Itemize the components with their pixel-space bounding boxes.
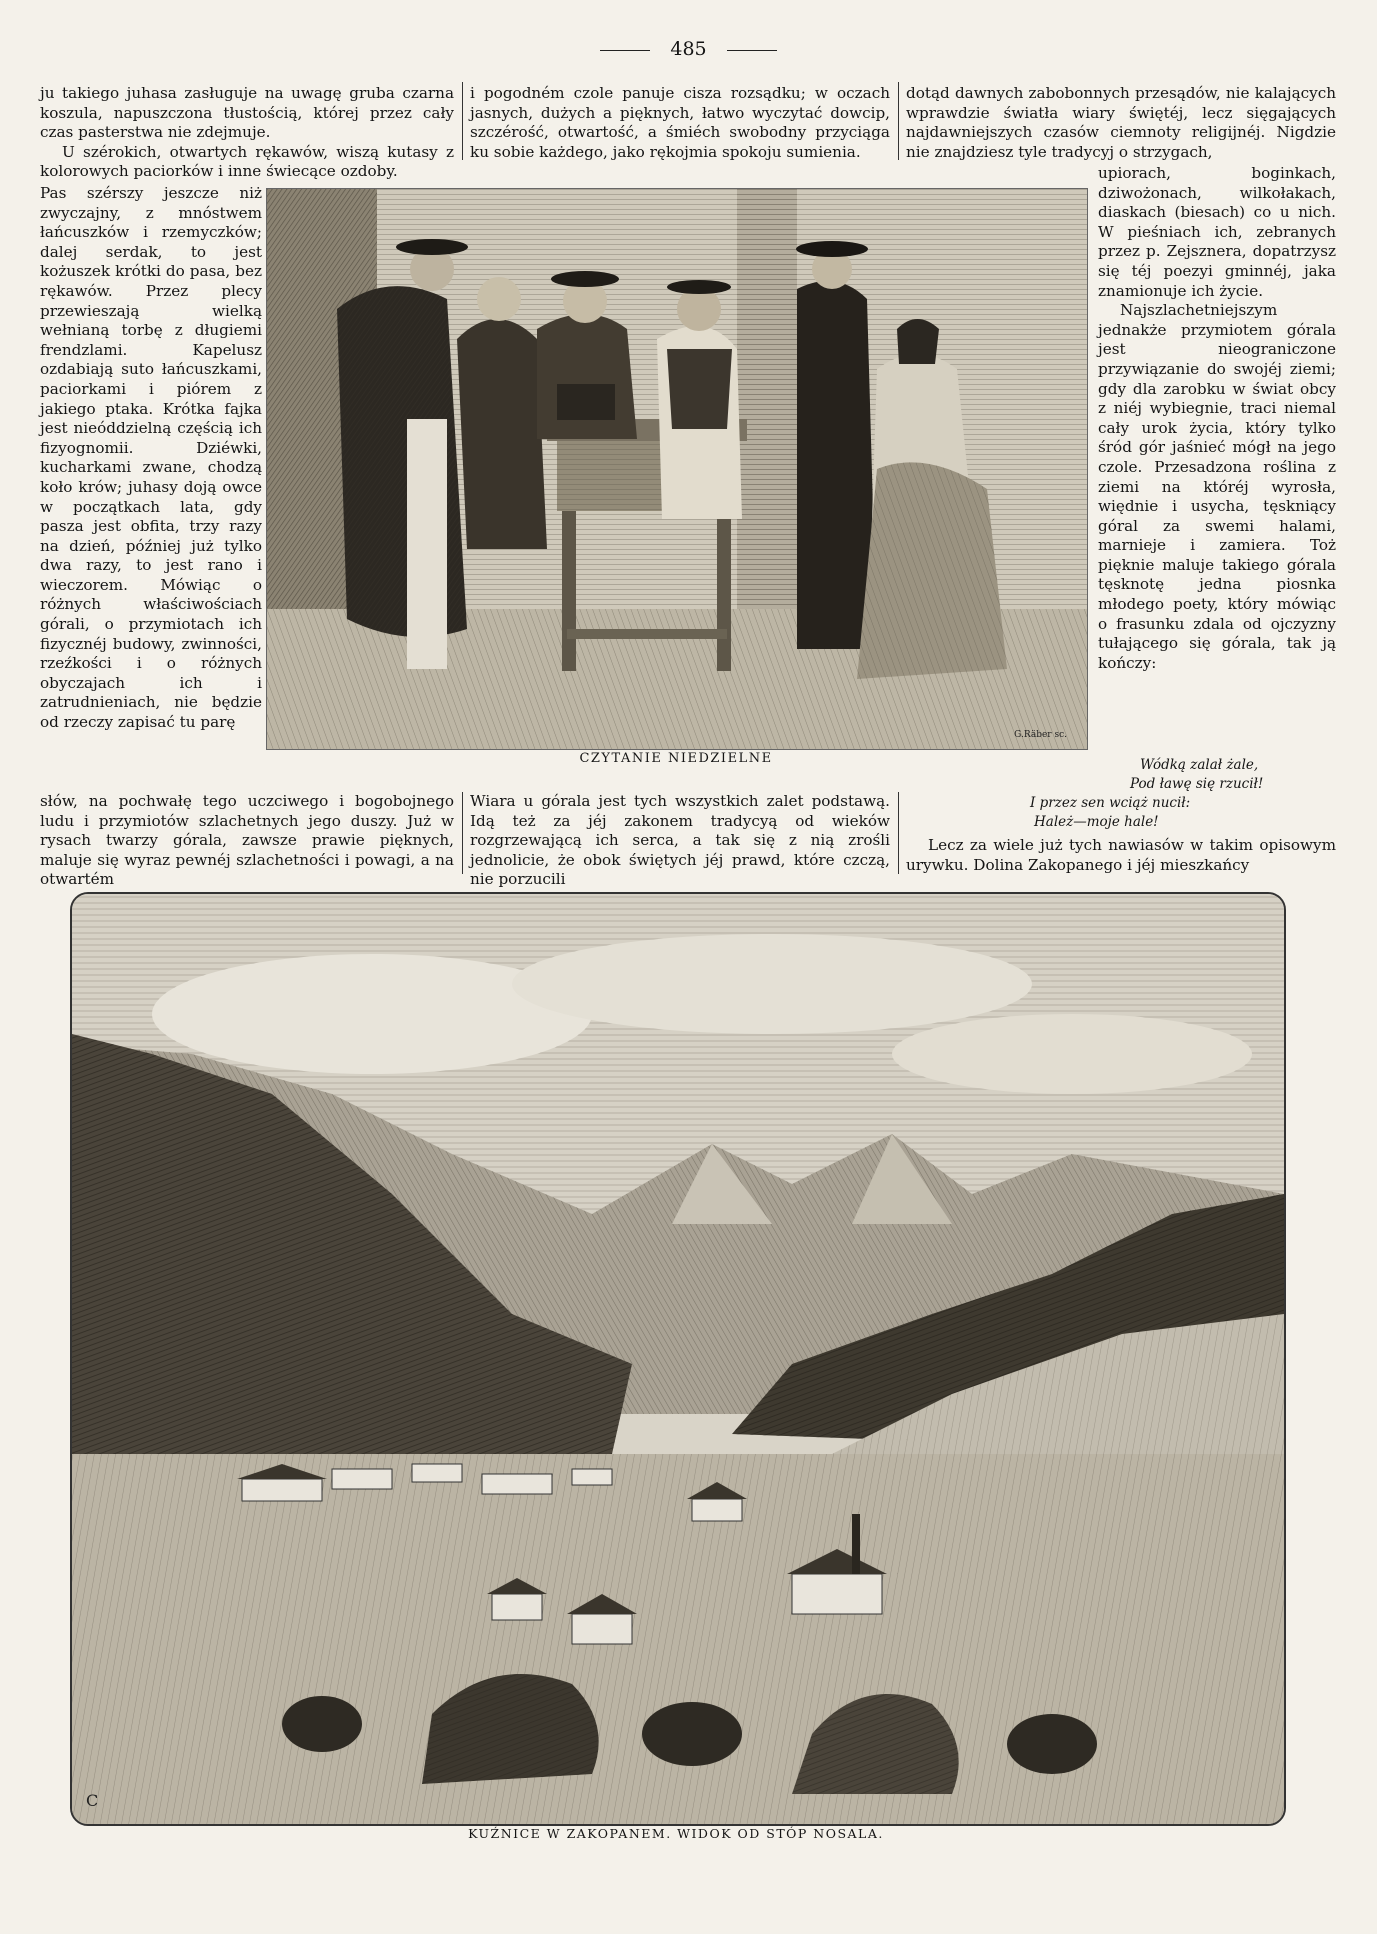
paragraph: dotąd dawnych zabobonnych przesądów, nie kalających wprawdzie światła wiary świętéj, lecz sięgających najdawniejszych czasów ciemnoty religijnéj. Nigdzie nie znajdziesz tyle tradycyj o strzygach, bbox=[906, 84, 1336, 161]
engraver-monogram: C bbox=[86, 1791, 99, 1810]
column-middle-bottom bbox=[470, 792, 890, 890]
paragraph: U szérokich, otwartych rękawów, wiszą kutasy z kolorowych paciorków i inne świecące ozdoby. bbox=[40, 142, 454, 181]
caption-sunday-reading: CZYTANIE NIEDZIELNE bbox=[579, 751, 773, 766]
paragraph: Wiara u górala jest tych wszystkich zalet podstawą. Idą też za jéj zakonem tradycyą od wieków rozgrzewającą ich serca, a tak się z nią zrośli jednolicie, że obok świętych jéj prawd, które czczą, nie porzucili bbox=[470, 792, 890, 889]
column-left-narrow bbox=[40, 184, 262, 733]
engraving-graphic bbox=[267, 189, 1087, 749]
column-middle-top bbox=[470, 84, 890, 162]
column-left-bottom bbox=[40, 792, 454, 890]
paragraph: ju takiego juhasa zasługuje na uwagę gruba czarna koszula, napuszczona tłustością, której przez cały czas pasterstwa nie zdejmuje. bbox=[40, 84, 454, 142]
page-header bbox=[0, 38, 1377, 60]
poem bbox=[1030, 756, 1330, 832]
engraver-signature: G.Räber sc. bbox=[1014, 730, 1067, 740]
column-right-narrow bbox=[1098, 164, 1336, 673]
caption-kuznice: KUŹNICE W ZAKOPANEM. WIDOK OD STÓP NOSALA. bbox=[468, 1826, 884, 1841]
header-rule-right bbox=[727, 50, 777, 51]
paragraph: Najszlachetniejszym jednakże przymiotem górala jest nieograniczone przywiązanie do swojéj ziemi; gdy dla zarobku w świat obcy z niéj wybiegnie, traci niemal cały urok życia, który tylko śród gór jaśnieć mógł na jego czole. Przesadzona roślina z ziemi na któréj wyrosła, więdnie i usycha, tęskniący góral za swemi halami, marnieje i zamiera. Toż pięknie maluje takiego górala tęsknotę jedna piosnka młodego poety, który mówiąc o frasunku zdala od ojczyzny tułającego się górala, tak ją kończy: bbox=[1098, 301, 1336, 672]
paragraph: słów, na pochwałę tego uczciwego i bogobojnego ludu i przymiotów szlachetnych jego duszy. Już w rysach twarzy górala, zawsze prawie pięknych, maluje się wyraz pewnéj szlachetności i powagi, a na otwartém bbox=[40, 792, 454, 889]
poem-line: Wódką zalał żale, bbox=[1140, 757, 1259, 773]
paragraph: i pogodném czole panuje cisza rozsądku; w oczach jasnych, dużych a pięknych, łatwo wyczytać dowcip, szczérość, otwartość, a śmiéch swobodny przyciąga ku sobie każdego, jako rękojmia spokoju sumienia. bbox=[470, 84, 890, 161]
paragraph: Lecz za wiele już tych nawiasów w takim opisowym urywku. Dolina Zakopanego i jéj mieszkańcy bbox=[906, 836, 1336, 874]
column-rule bbox=[898, 792, 899, 874]
column-left-top bbox=[40, 84, 454, 182]
paragraph: upiorach, boginkach, dziwożonach, wilkołakach, diaskach (biesach) co u nich. W pieśniach ich, zebranych przez p. Zejsznera, dopatrzysz się téj poezyi gminnéj, jaka znamionuje ich życie. bbox=[1098, 164, 1336, 300]
column-rule bbox=[462, 82, 463, 160]
column-right-bottom bbox=[906, 836, 1336, 875]
column-right-top bbox=[906, 84, 1336, 162]
paragraph: Pas szérszy jeszcze niż zwyczajny, z mnóstwem łańcuszków i rzemyczków; dalej serdak, to jest kożuszek krótki do pasa, bez rękawów. Przez plecy przewieszają wielką wełnianą torbę z długiemi frendzlami. Kapelusz ozdabiają suto łańcuszkami, paciorkami i piórem z jakiego ptaka. Krótka fajka jest nieóddzielną częścią ich fizyognomii. Dziéwki, kucharkami zwane, chodzą koło krów; juhasy doją owce w początkach lata, gdy pasza jest obfita, trzy razy na dzień, później już tylko dwa razy, to jest rano i wieczorem. Mówiąc o różnych właściwościach górali, o przymiotach ich fizycznéj budowy, zwinności, rzeźkości i o różnych obyczajach ich i zatrudnieniach, nie będzie od rzeczy zapisać tu parę bbox=[40, 184, 262, 732]
poem-line: Hależ—moje hale! bbox=[1034, 814, 1159, 830]
illustration-sunday-reading bbox=[266, 188, 1088, 750]
landscape-engraving bbox=[72, 894, 1284, 1824]
header-rule-left bbox=[600, 50, 650, 51]
illustration-kuznice bbox=[70, 892, 1286, 1826]
poem-line: Pod ławę się rzucił! bbox=[1130, 776, 1264, 792]
column-rule bbox=[898, 82, 899, 160]
page-number: 485 bbox=[670, 38, 707, 60]
poem-line: I przez sen wciąż nucił: bbox=[1030, 795, 1191, 811]
column-rule bbox=[462, 792, 463, 874]
